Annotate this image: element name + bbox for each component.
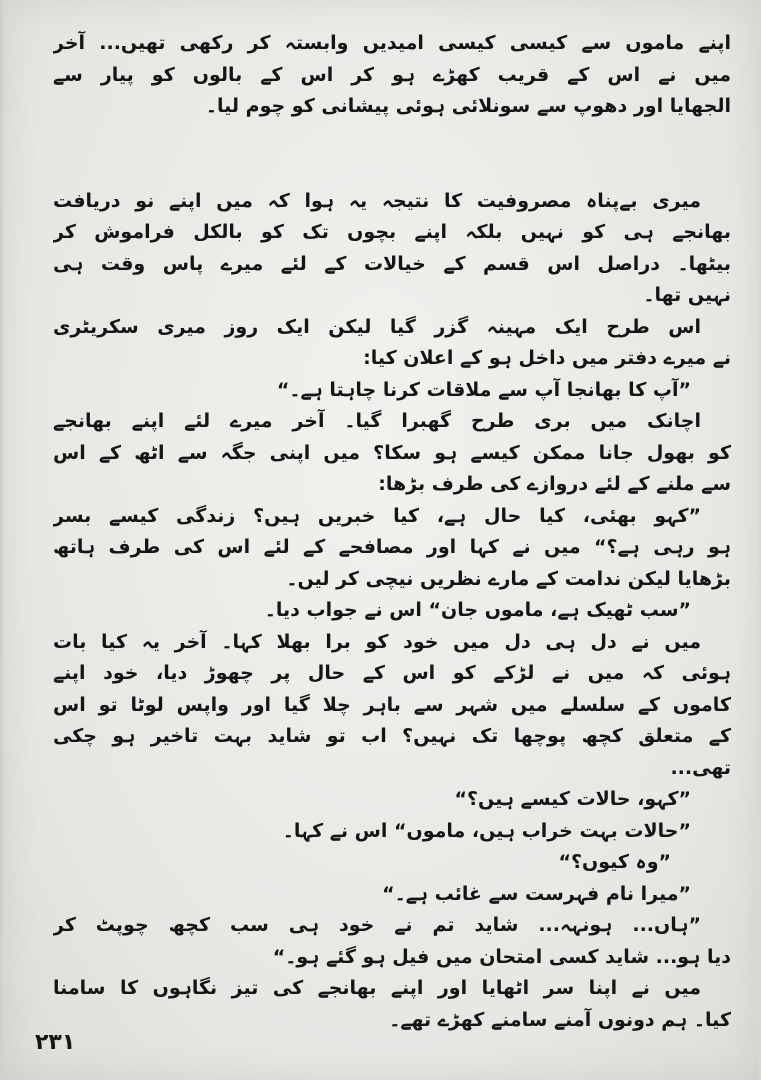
text-line: میں نے اپنا سر اٹھایا اور اپنے بھانجے کی تیز نگاہوں کا سامنا xyxy=(53,977,701,999)
text-line: کو بھول جانا ممکن کیسے ہو سکا؟ میں اپنی جگہ سے اٹھ کے اس xyxy=(53,441,731,464)
text-line: نے میرے دفتر میں داخل ہو کے اعلان کیا: xyxy=(363,347,731,369)
text-line: سے ملنے کے لئے دروازے کی طرف بڑھا: xyxy=(378,473,731,495)
text-line: بڑھایا لیکن ندامت کے مارے نظریں نیچی کر لیں۔ xyxy=(286,567,731,590)
text-line: تھی... xyxy=(670,756,731,779)
text-line: اچانک میں بری طرح گھبرا گیا۔ آخر میرے لئے اپنے بھانجے xyxy=(53,410,701,432)
page-number: ۲۳۱ xyxy=(35,1030,76,1055)
text-line: کاموں کے سلسلے میں شہر سے باہر چلا گیا اور واپس لوٹا تو اس xyxy=(53,693,731,716)
text-line: نہیں تھا۔ xyxy=(643,284,731,306)
text-line: میری بےپناہ مصروفیت کا نتیجہ یہ ہوا کہ میں اپنے نو دریافت xyxy=(53,189,701,212)
dialogue-line: ”حالات بہت خراب ہیں، ماموں“ اس نے کہا۔ xyxy=(282,819,691,842)
text-line: ہوئی کہ میں نے لڑکے کو اس کے حال پر چھوڑ دیا، خود اپنے xyxy=(53,662,731,684)
text-line: ہو رہی ہے؟“ میں نے کہا اور مصافحے کے لئے اس کی طرف ہاتھ xyxy=(53,536,731,558)
text-line: بیٹھا۔ دراصل اس قسم کے خیالات کے لئے میرے پاس وقت ہی xyxy=(53,252,731,275)
text-line: میں نے دل ہی دل میں خود کو برا بھلا کہا۔ آخر یہ کیا بات xyxy=(53,630,701,653)
dialogue-line: ”وہ کیوں؟“ xyxy=(558,851,671,873)
text-line: کے متعلق کچھ پوچھا تک نہیں؟ اب تو شاید بہت تاخیر ہو چکی xyxy=(53,725,731,747)
dialogue-line: ”ہاں... ہونہہ... شاید تم نے خود ہی سب کچھ چوپٹ کر xyxy=(53,914,701,936)
text-line: اپنے ماموں سے کیسی کیسی امیدیں وابستہ کر رکھی تھیں... آخر xyxy=(53,32,731,54)
text-line: الجھایا اور دھوپ سے سونلائی ہوئی پیشانی کو چوم لیا۔ xyxy=(205,95,731,117)
dialogue-line: ”سب ٹھیک ہے، ماموں جان“ اس نے جواب دیا۔ xyxy=(264,599,691,621)
dialogue-line: ”میرا نام فہرست سے غائب ہے۔“ xyxy=(382,882,691,905)
text-line: کیا۔ ہم دونوں آمنے سامنے کھڑے تھے۔ xyxy=(389,1008,731,1031)
dialogue-line: ”کہو بھئی، کیا حال ہے، کیا خبریں ہیں؟ زندگی کیسے بسر xyxy=(53,504,701,527)
text-line: دیا ہو... شاید کسی امتحان میں فیل ہو گئے ہو۔“ xyxy=(272,945,731,968)
text-line: بھانجے ہی کو نہیں بلکہ اپنے بچوں تک کو بالکل فراموش کر xyxy=(53,221,731,243)
dialogue-line: ”آپ کا بھانجا آپ سے ملاقات کرنا چاہتا ہے۔“ xyxy=(276,378,691,401)
dialogue-line: ”کہو، حالات کیسے ہیں؟“ xyxy=(454,788,691,810)
text-line: اس طرح ایک مہینہ گزر گیا لیکن ایک روز میری سکریٹری xyxy=(53,315,701,338)
page-text xyxy=(53,28,731,1036)
text-line: میں نے اس کے قریب کھڑے ہو کر اس کے بالوں کو پیار سے xyxy=(53,63,731,86)
